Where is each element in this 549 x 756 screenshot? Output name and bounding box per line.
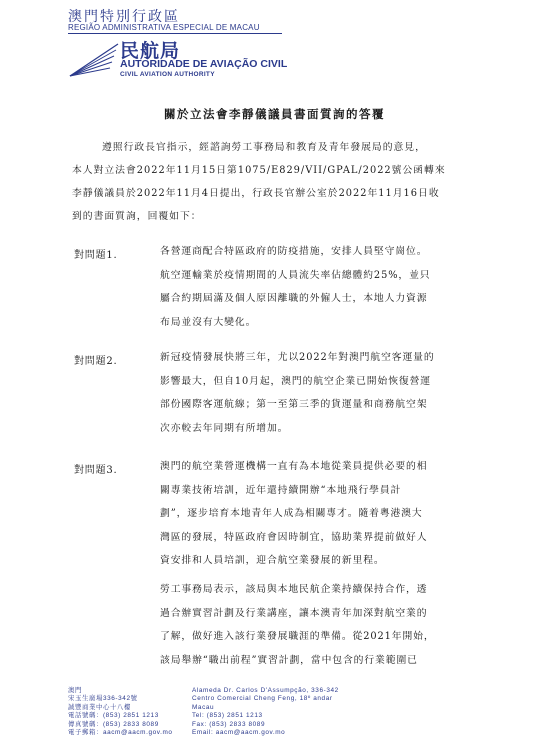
answer-line: 澳門的航空業營運機構一直有為本地從業員提供必要的相 [160, 461, 428, 472]
answer-line: 劃”，逐步培育本地青年人成為相關專才。隨着粵港澳大 [160, 508, 423, 519]
answer-line: 該局舉辦“職出前程”實習計劃，當中包含的行業範圍已 [160, 654, 418, 666]
footer-fax: 傳真號碼：(853) 2833 8089 [68, 720, 159, 728]
footer-line: Centro Comercial Cheng Feng, 18º andar [192, 695, 333, 703]
answer-line: 關專業技術培訓，近年還持續開辦“本地飛行學員計 [160, 484, 402, 496]
document-title: 關於立法會李靜儀議員書面質詢的答覆 [164, 107, 385, 121]
answer-line: 新冠疫情發展快將三年，尤以2022年對澳門航空客運量的 [160, 352, 435, 363]
answer-3-continuation [160, 578, 490, 672]
footer-line: 宋玉生廣場336-342號 [68, 695, 138, 703]
answer-line: 部份國際客運航線；第一至第三季的貨運量和商務航空架 [160, 399, 428, 410]
footer-email: Email: aacm@aacm.gov.mo [192, 729, 286, 737]
answer-line: 影響最大，但自10月起，澳門的航空企業已開始恢復營運 [160, 375, 431, 387]
answer-2 [160, 346, 490, 440]
answer-line: 航空運輸業於疫情期間的人員流失率佔總體約25%，並只 [160, 269, 431, 281]
answer-line: 勞工事務局表示，該局與本地民航企業持續保持合作，透 [160, 584, 428, 595]
answer-line: 各營運商配合特區政府的防疫措施，安排人員堅守崗位。 [160, 246, 428, 257]
aviation-wing-icon [66, 40, 122, 80]
intro-line: 本人對立法會2022年11月15日第1075/E829/VII/GPAL/2022號公函轉來 [72, 165, 446, 176]
intro-line: 遵照行政長官指示，經諮詢勞工事務局和教育及青年發展局的意見， [102, 142, 426, 153]
footer-address-zh [68, 687, 173, 737]
answer-3 [160, 455, 490, 573]
intro-line: 李靜儀議員於2022年11月4日提出，行政長官辦公室於2022年11月16日收 [72, 188, 440, 199]
answer-line: 灣區的發展，特區政府會因時制宜，協助業界提前做好人 [160, 531, 428, 543]
region-name-zh: 澳門特別行政區 [68, 9, 180, 25]
question-label-1: 對問題1. [74, 250, 118, 261]
answer-1 [160, 240, 490, 334]
answer-line: 資安排和人員培訓，迎合航空業發展的新里程。 [160, 555, 385, 566]
answer-line: 過合辦實習計劃及行業講座，讓本澳青年加深對航空業的 [160, 607, 428, 619]
footer-line: 澳門 [68, 687, 82, 694]
question-label-2: 對問題2. [74, 356, 118, 367]
footer-line: Macau [192, 703, 215, 711]
answer-line: 次亦較去年同期有所增加。 [160, 422, 289, 434]
intro-paragraph [72, 136, 492, 228]
agency-name-pt: AUTORIDADE DE AVIAÇÃO CIVIL [120, 58, 288, 70]
answer-line: 屬合約期屆滿及個人原因離職的外僱人士，本地人力資源 [160, 293, 428, 304]
agency-name-en: CIVIL AVIATION AUTHORITY [120, 71, 215, 78]
footer-line: 誠豐商業中心十八樓 [68, 703, 131, 711]
question-label-3: 對問題3. [74, 465, 118, 476]
footer-phone: 電話號碼：(853) 2851 1213 [68, 712, 159, 720]
agency-name-zh: 民航局 [120, 40, 181, 62]
answer-line: 布局並沒有大變化。 [160, 316, 257, 328]
header-divider [68, 33, 282, 34]
footer-address-pt [192, 687, 339, 737]
footer-phone: Tel: (853) 2851 1213 [192, 712, 263, 720]
footer-fax: Fax: (853) 2833 8089 [192, 720, 266, 728]
footer-line: Alameda Dr. Carlos D'Assumpção, 336-342 [192, 687, 339, 694]
region-name-pt: REGIÃO ADMINISTRATIVA ESPECIAL DE MACAU [68, 23, 260, 32]
footer-email: 電子郵箱：aacm@aacm.gov.mo [68, 729, 173, 737]
intro-line: 到的書面質詢，回覆如下： [72, 211, 202, 222]
answer-line: 了解，做好進入該行業發展職涯的準備。從2021年開始， [160, 631, 435, 642]
